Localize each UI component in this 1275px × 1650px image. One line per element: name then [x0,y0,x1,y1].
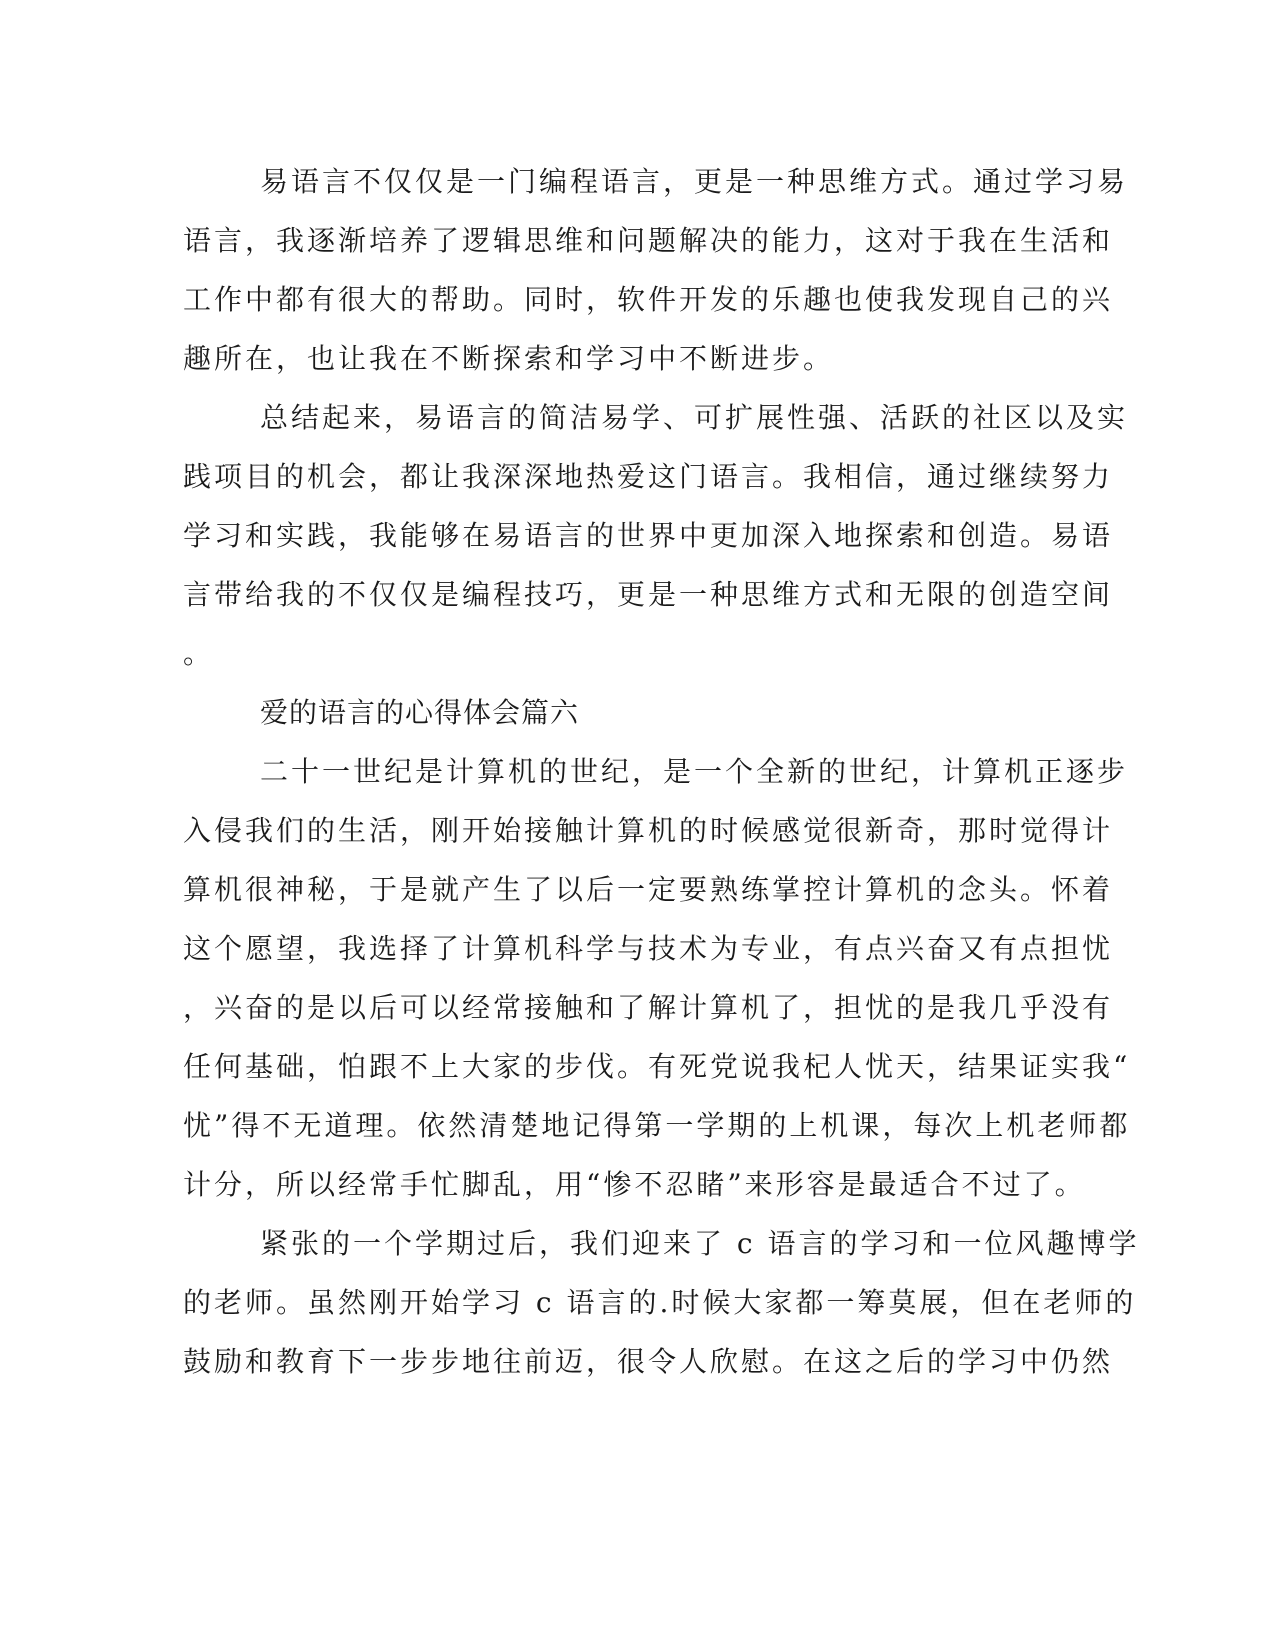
paragraph-line: 算机很神秘，于是就产生了以后一定要熟练掌控计算机的念头。怀着 [183,873,1114,906]
paragraph-line: 言带给我的不仅仅是编程技巧，更是一种思维方式和无限的创造空间 [183,578,1114,611]
paragraph-line: 工作中都有很大的帮助。同时，软件开发的乐趣也使我发现自己的兴 [183,283,1114,316]
paragraph-line: 趣所在，也让我在不断探索和学习中不断进步。 [183,342,835,375]
paragraph-line: 二十一世纪是计算机的世纪，是一个全新的世纪，计算机正逐步 [260,755,1129,788]
paragraph-line: ，兴奋的是以后可以经常接触和了解计算机了，担忧的是我几乎没有 [183,991,1114,1024]
paragraph-line: 紧张的一个学期过后，我们迎来了 c 语言的学习和一位风趣博学 [260,1227,1140,1260]
paragraph-line: 这个愿望，我选择了计算机科学与技术为专业，有点兴奋又有点担忧 [183,932,1114,965]
section-heading: 爱的语言的心得体会篇六 [260,696,580,729]
paragraph-line: 学习和实践，我能够在易语言的世界中更加深入地探索和创造。易语 [183,519,1114,552]
paragraph-line: 鼓励和教育下一步步地往前迈，很令人欣慰。在这之后的学习中仍然 [183,1345,1114,1378]
paragraph-line: 任何基础，怕跟不上大家的步伐。有死党说我杞人忧天，结果证实我“ [183,1050,1131,1083]
paragraph-line: 忧”得不无道理。依然清楚地记得第一学期的上机课，每次上机老师都 [183,1109,1131,1142]
paragraph-line: 总结起来，易语言的简洁易学、可扩展性强、活跃的社区以及实 [260,401,1129,434]
paragraph-line: 入侵我们的生活，刚开始接触计算机的时候感觉很新奇，那时觉得计 [183,814,1114,847]
paragraph-line: 计分，所以经常手忙脚乱，用“惨不忍睹”来形容是最适合不过了。 [183,1168,1086,1201]
paragraph-line: 语言，我逐渐培养了逻辑思维和问题解决的能力，这对于我在生活和 [183,224,1114,257]
paragraph-line: 践项目的机会，都让我深深地热爱这门语言。我相信，通过继续努力 [183,460,1114,493]
paragraph-line: 的老师。虽然刚开始学习 c 语言的.时候大家都一筹莫展，但在老师的 [183,1286,1137,1319]
paragraph-line: 。 [183,637,215,670]
paragraph-line: 易语言不仅仅是一门编程语言，更是一种思维方式。通过学习易 [260,165,1129,198]
